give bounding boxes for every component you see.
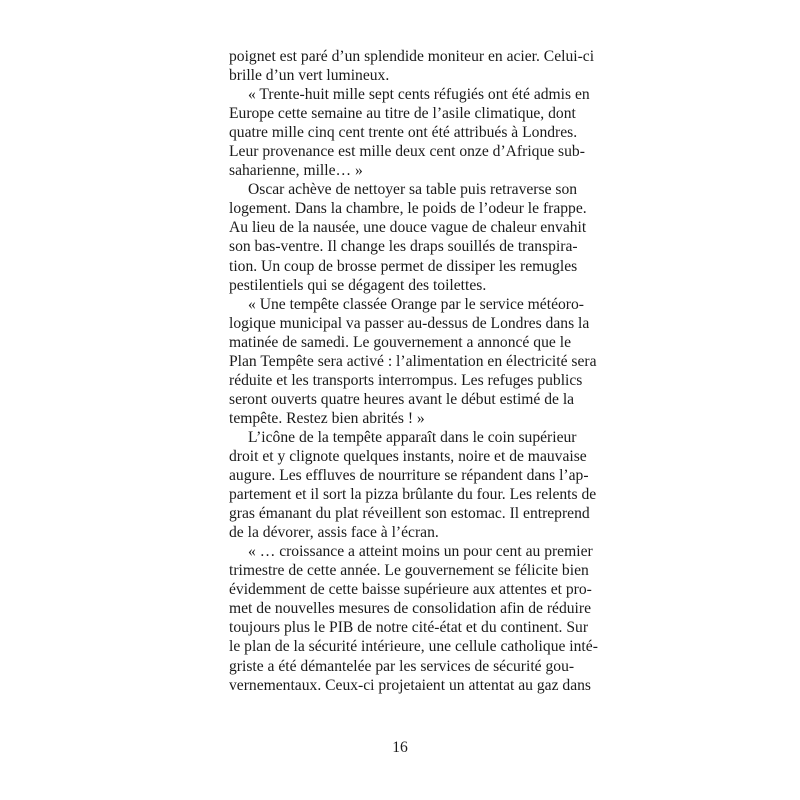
text-line: « … croissance a atteint moins un pour cent au premier [248,543,593,561]
text-line: L’icône de la tempête apparaît dans le coin supérieur [248,428,577,446]
text-line: poignet est paré d’un splendide moniteur en acier. Celui-ci [229,48,595,65]
text-line: pestilentiels qui se dégagent des toilettes. [229,276,487,294]
paragraph [229,85,590,180]
text-line: brille d’un vert lumineux. [229,67,390,85]
text-line: matinée de samedi. Le gouvernement a annoncé que le [229,333,571,351]
text-line: droit et y clignote quelques instants, noire et de mauvaise [229,447,587,465]
text-line: Plan Tempête sera activé : l’alimentation en électricité sera [229,352,597,370]
text-line: seront ouverts quatre heures avant le début estimé de la [229,390,575,408]
paragraph [229,542,598,694]
text-line: griste a été démantelée par les services de sécurité gou- [229,657,575,675]
text-line: gras émanant du plat réveillent son estomac. Il entreprend [229,505,590,523]
text-line: partement et il sort la pizza brûlante du four. Les relents de [229,486,597,504]
text-line: réduite et les transports interrompus. Les refuges publics [229,371,583,389]
text-line: le plan de la sécurité intérieure, une cellule catholique inté- [229,638,598,656]
text-line: augure. Les effluves de nourriture se répandent dans l’ap- [229,467,589,485]
text-line: tempête. Restez bien abrités ! » [229,409,425,427]
text-line: quatre mille cinq cent trente ont été attribués à Londres. [229,124,578,142]
text-line: met de nouvelles mesures de consolidation afin de réduire [229,600,592,618]
body-text [229,47,598,695]
text-line: vernementaux. Ceux-ci projetaient un attentat au gaz dans [229,676,591,694]
text-line: son bas-ventre. Il change les draps souillés de transpira- [229,238,578,256]
text-line: trimestre de cette année. Le gouvernement se félicite bien [229,562,589,580]
text-line: « Une tempête classée Orange par le service météoro- [248,295,584,313]
paragraph [229,428,597,542]
text-line: logique municipal va passer au-dessus de Londres dans la [229,314,590,332]
text-line: saharienne, mille… » [229,162,363,180]
paragraph [229,47,595,85]
paragraph [229,295,597,428]
text-line: toujours plus le PIB de notre cité-état et du continent. Sur [229,619,589,637]
paragraph [229,180,587,294]
text-line: Europe cette semaine au titre de l’asile climatique, dont [229,105,576,123]
text-line: « Trente-huit mille sept cents réfugiés ont été admis en [248,86,590,104]
text-line: de la dévorer, assis face à l’écran. [229,524,439,542]
text-line: Oscar achève de nettoyer sa table puis retraverse son [248,181,578,199]
text-line: tion. Un coup de brosse permet de dissiper les remugles [229,257,578,275]
page-number: 16 [392,739,408,756]
text-line: logement. Dans la chambre, le poids de l’odeur le frappe. [229,200,587,218]
text-line: Au lieu de la nausée, une douce vague de chaleur envahit [229,219,587,237]
text-line: évidemment de cette baisse supérieure aux attentes et pro- [229,581,592,599]
text-line: Leur provenance est mille deux cent onze d’Afrique sub- [229,143,585,161]
